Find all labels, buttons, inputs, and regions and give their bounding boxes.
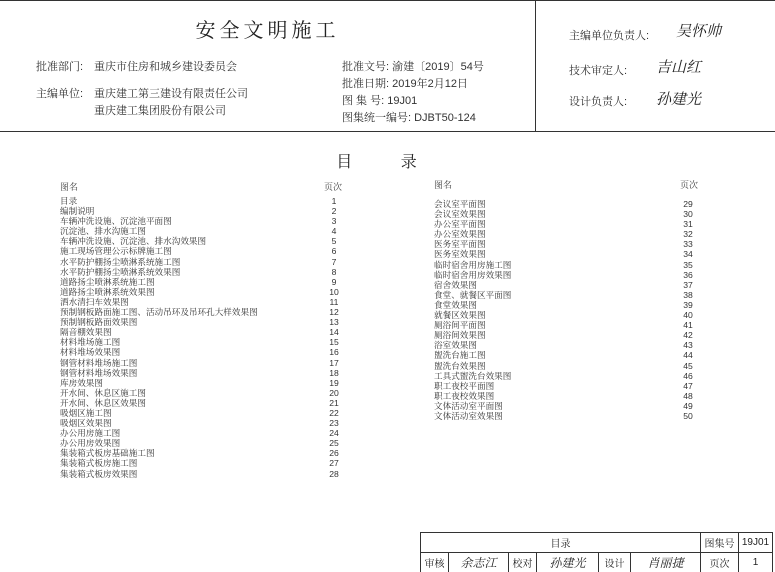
toc-entry-name: 集装箱式板房基础施工图 <box>60 448 155 459</box>
toc-entry-name: 盥洗台效果图 <box>434 360 486 371</box>
toc-entry-page: 37 <box>683 279 693 290</box>
toc-entry <box>60 246 360 256</box>
toc-entry-page: 35 <box>683 259 693 270</box>
toc-entry <box>60 206 360 216</box>
toc-entry-page: 20 <box>329 387 339 398</box>
title-block <box>420 532 773 572</box>
right-col-name-header: 图名 <box>434 180 453 190</box>
toc-entry <box>60 398 360 408</box>
toc-entry <box>434 199 714 209</box>
toc-entry-page: 18 <box>329 367 339 378</box>
toc-entry-name: 办公用房施工图 <box>60 428 121 439</box>
toc-entry <box>434 391 714 401</box>
toc-entry-name: 办公室平面图 <box>434 219 486 230</box>
toc-entry <box>60 438 360 448</box>
design-label: 设计 <box>599 553 631 572</box>
editor-unit-2: 重庆建工集团股份有限公司 <box>94 105 226 117</box>
toc-entry-page: 34 <box>683 249 693 260</box>
toc-entry <box>60 418 360 428</box>
toc-entry <box>60 287 360 297</box>
toc-entry <box>60 196 360 206</box>
toc-entry <box>434 411 714 421</box>
left-col-page-header: 页次 <box>324 182 343 192</box>
toc-entry <box>434 270 714 280</box>
tech-reviewer-signature: 吉山红 <box>656 58 702 76</box>
toc-entry-page: 48 <box>683 390 693 401</box>
toc-entry <box>434 249 714 259</box>
toc-entry-name: 文体活动室平面图 <box>434 400 503 411</box>
toc-entry <box>60 368 360 378</box>
review-signature: 余志江 <box>449 553 509 572</box>
toc-entry-name: 医务室平面图 <box>434 239 486 250</box>
toc-entry <box>60 458 360 468</box>
toc-entry <box>434 310 714 320</box>
toc-entry <box>434 320 714 330</box>
toc-entry-page: 33 <box>683 239 693 250</box>
toc-entry-page: 9 <box>331 276 337 287</box>
toc-entry-page: 6 <box>331 246 337 257</box>
toc-entry-page: 17 <box>329 357 339 368</box>
atlas-no-value: 19J01 <box>739 533 773 553</box>
toc-entry <box>60 378 360 388</box>
tech-reviewer-label: 技术审定人: <box>569 65 628 77</box>
toc-entry <box>60 267 360 277</box>
toc-entry <box>434 401 714 411</box>
toc-entry-name: 水平防护棚扬尘喷淋系统施工图 <box>60 256 181 267</box>
toc-entry <box>60 428 360 438</box>
toc-entry-page: 3 <box>331 216 337 227</box>
header-bottom-rule <box>0 131 775 132</box>
toc-entry-page: 39 <box>683 299 693 310</box>
toc-entry-name: 预制钢板路面效果图 <box>60 317 138 328</box>
toc-entry <box>60 297 360 307</box>
toc-entry <box>60 236 360 246</box>
toc-entry-name: 食堂效果图 <box>434 299 477 310</box>
toc-entry-name: 材料堆场效果图 <box>60 347 121 358</box>
toc-entry <box>60 226 360 236</box>
toc-entry-page: 42 <box>683 330 693 341</box>
toc-entry <box>60 388 360 398</box>
toc-entry-name: 吸烟区施工图 <box>60 407 112 418</box>
toc-entry-page: 21 <box>329 397 339 408</box>
toc-entry <box>60 327 360 337</box>
toc-entry-name: 道路扬尘喷淋系统效果图 <box>60 286 155 297</box>
review-label: 审核 <box>421 553 449 572</box>
toc-entry-name: 临时宿舍用房效果图 <box>434 269 512 280</box>
toc-entry-page: 36 <box>683 269 693 280</box>
toc-entry <box>434 350 714 360</box>
chief-editor-label: 主编单位负责人: <box>569 30 650 42</box>
toc-entry-name: 隔音棚效果图 <box>60 327 112 338</box>
header-divider <box>535 0 536 131</box>
toc-entry-name: 道路扬尘喷淋系统施工图 <box>60 276 155 287</box>
unified-number: 图集统一编号: DJBT50-124 <box>342 112 476 124</box>
toc-entry-page: 27 <box>329 458 339 469</box>
toc-entry-page: 10 <box>329 286 339 297</box>
atlas-no-label: 图集号 <box>701 533 739 553</box>
toc-entry-page: 16 <box>329 347 339 358</box>
approval-date: 批准日期: 2019年2月12日 <box>342 78 468 90</box>
toc-entry-page: 1 <box>331 196 337 206</box>
toc-entry-page: 8 <box>331 266 337 277</box>
page-number: 1 <box>739 553 773 572</box>
chief-editor-signature: 吴怀帅 <box>676 22 722 40</box>
right-col-page-header: 页次 <box>680 180 699 190</box>
toc-entry <box>60 347 360 357</box>
toc-entry <box>60 257 360 267</box>
toc-entry <box>434 300 714 310</box>
toc-entry-page: 22 <box>329 407 339 418</box>
toc-left-list <box>60 196 360 479</box>
toc-entry-name: 会议室效果图 <box>434 209 486 220</box>
toc-entry-name: 洒水清扫车效果图 <box>60 296 129 307</box>
toc-entry-name: 施工现场管理公示标牌施工图 <box>60 246 172 257</box>
toc-entry <box>60 307 360 317</box>
toc-entry-page: 45 <box>683 360 693 371</box>
drawing-name: 目录 <box>421 533 701 553</box>
toc-entry-page: 32 <box>683 229 693 240</box>
toc-entry-name: 盥洗台施工图 <box>434 350 486 361</box>
toc-entry-name: 钢管材料堆场效果图 <box>60 367 138 378</box>
toc-entry-name: 厕浴间效果图 <box>434 330 486 341</box>
editor-label: 主编单位: <box>36 88 84 100</box>
toc-entry <box>60 469 360 479</box>
toc-entry-page: 24 <box>329 428 339 439</box>
toc-entry-name: 医务室效果图 <box>434 249 486 260</box>
toc-entry-name: 厕浴间平面图 <box>434 320 486 331</box>
toc-entry <box>60 448 360 458</box>
left-col-name-header: 图名 <box>60 182 79 192</box>
toc-entry-page: 41 <box>683 320 693 331</box>
toc-entry-name: 办公用房效果图 <box>60 438 121 449</box>
doc-number: 批准文号: 渝建〔2019〕54号 <box>342 61 484 73</box>
toc-entry-page: 28 <box>329 468 339 479</box>
toc-entry-page: 46 <box>683 370 693 381</box>
toc-entry-name: 材料堆场施工图 <box>60 337 121 348</box>
toc-entry-page: 47 <box>683 380 693 391</box>
toc-entry <box>434 239 714 249</box>
toc-entry-page: 4 <box>331 226 337 237</box>
toc-entry <box>434 280 714 290</box>
toc-entry-name: 文体活动室效果图 <box>434 410 503 421</box>
toc-entry-page: 49 <box>683 400 693 411</box>
check-label: 校对 <box>509 553 537 572</box>
toc-entry <box>434 371 714 381</box>
toc-entry-page: 38 <box>683 289 693 300</box>
toc-entry-page: 25 <box>329 438 339 449</box>
toc-entry-page: 14 <box>329 327 339 338</box>
toc-entry-name: 就餐区效果图 <box>434 310 486 321</box>
toc-entry-name: 集装箱式板房效果图 <box>60 468 138 479</box>
toc-entry-page: 11 <box>329 296 339 307</box>
toc-entry <box>60 216 360 226</box>
toc-entry-page: 31 <box>683 219 693 230</box>
toc-entry-name: 开水间、休息区施工图 <box>60 387 146 398</box>
toc-entry <box>434 361 714 371</box>
toc-entry-name: 编制说明 <box>60 206 95 217</box>
toc-entry-page: 12 <box>329 307 339 318</box>
toc-entry <box>434 219 714 229</box>
toc-entry-page: 2 <box>331 206 337 217</box>
toc-entry <box>60 317 360 327</box>
toc-entry-page: 40 <box>683 310 693 321</box>
toc-entry-page: 15 <box>329 337 339 348</box>
toc-entry-page: 26 <box>329 448 339 459</box>
toc-entry-name: 吸烟区效果图 <box>60 418 112 429</box>
toc-entry <box>434 209 714 219</box>
toc-entry-page: 44 <box>683 350 693 361</box>
approval-dept-label: 批准部门: <box>36 61 84 73</box>
atlas-title: 安全文明施工 <box>195 20 340 42</box>
toc-entry <box>434 229 714 239</box>
toc-entry-page: 19 <box>329 377 339 388</box>
toc-entry-name: 会议室平面图 <box>434 199 486 209</box>
editor-unit-1: 重庆建工第三建设有限责任公司 <box>94 88 248 100</box>
toc-entry-name: 水平防护棚扬尘喷淋系统效果图 <box>60 266 181 277</box>
check-signature: 孙建光 <box>537 553 599 572</box>
toc-entry-page: 13 <box>329 317 339 328</box>
toc-entry-name: 集装箱式板房施工图 <box>60 458 138 469</box>
toc-entry-name: 开水间、休息区效果图 <box>60 397 146 408</box>
toc-entry-name: 工具式盥洗台效果图 <box>434 370 512 381</box>
toc-entry-name: 食堂、就餐区平面图 <box>434 289 512 300</box>
toc-entry-name: 沉淀池、排水沟施工图 <box>60 226 146 237</box>
toc-entry-page: 30 <box>683 209 693 220</box>
toc-entry <box>434 381 714 391</box>
toc-entry-name: 职工夜校平面图 <box>434 380 495 391</box>
toc-entry-name: 临时宿舍用房施工图 <box>434 259 512 270</box>
toc-title: 目 录 <box>336 154 439 171</box>
toc-entry-page: 29 <box>683 199 693 209</box>
atlas-number: 图 集 号: 19J01 <box>342 95 418 107</box>
toc-entry-name: 办公室效果图 <box>434 229 486 240</box>
toc-entry <box>434 290 714 300</box>
toc-entry-page: 7 <box>331 256 337 267</box>
toc-entry-page: 43 <box>683 340 693 351</box>
toc-entry-page: 5 <box>331 236 337 247</box>
toc-entry-name: 目录 <box>60 196 78 206</box>
toc-entry-page: 23 <box>329 418 339 429</box>
design-lead-signature: 孙建光 <box>656 90 702 108</box>
toc-entry <box>60 358 360 368</box>
toc-entry-page: 50 <box>683 410 693 421</box>
design-signature: 肖丽捷 <box>631 553 701 572</box>
toc-entry-name: 库房效果图 <box>60 377 103 388</box>
design-lead-label: 设计负责人: <box>569 96 628 108</box>
toc-entry <box>60 337 360 347</box>
toc-entry-name: 车辆冲洗设施、沉淀池、排水沟效果图 <box>60 236 207 247</box>
toc-entry-name: 车辆冲洗设施、沉淀池平面图 <box>60 216 172 227</box>
toc-entry-name: 宿舍效果图 <box>434 279 477 290</box>
toc-entry-name: 职工夜校效果图 <box>434 390 495 401</box>
toc-entry <box>60 408 360 418</box>
toc-entry <box>434 330 714 340</box>
toc-entry <box>60 277 360 287</box>
toc-entry-name: 钢管材料堆场施工图 <box>60 357 138 368</box>
toc-right-list <box>434 199 714 421</box>
toc-entry-name: 预制钢板路面施工图、活动吊环及吊环孔大样效果图 <box>60 307 258 318</box>
toc-entry <box>434 260 714 270</box>
toc-entry <box>434 340 714 350</box>
approval-dept: 重庆市住房和城乡建设委员会 <box>94 61 237 73</box>
toc-entry-name: 浴室效果图 <box>434 340 477 351</box>
page-label: 页次 <box>701 553 739 572</box>
